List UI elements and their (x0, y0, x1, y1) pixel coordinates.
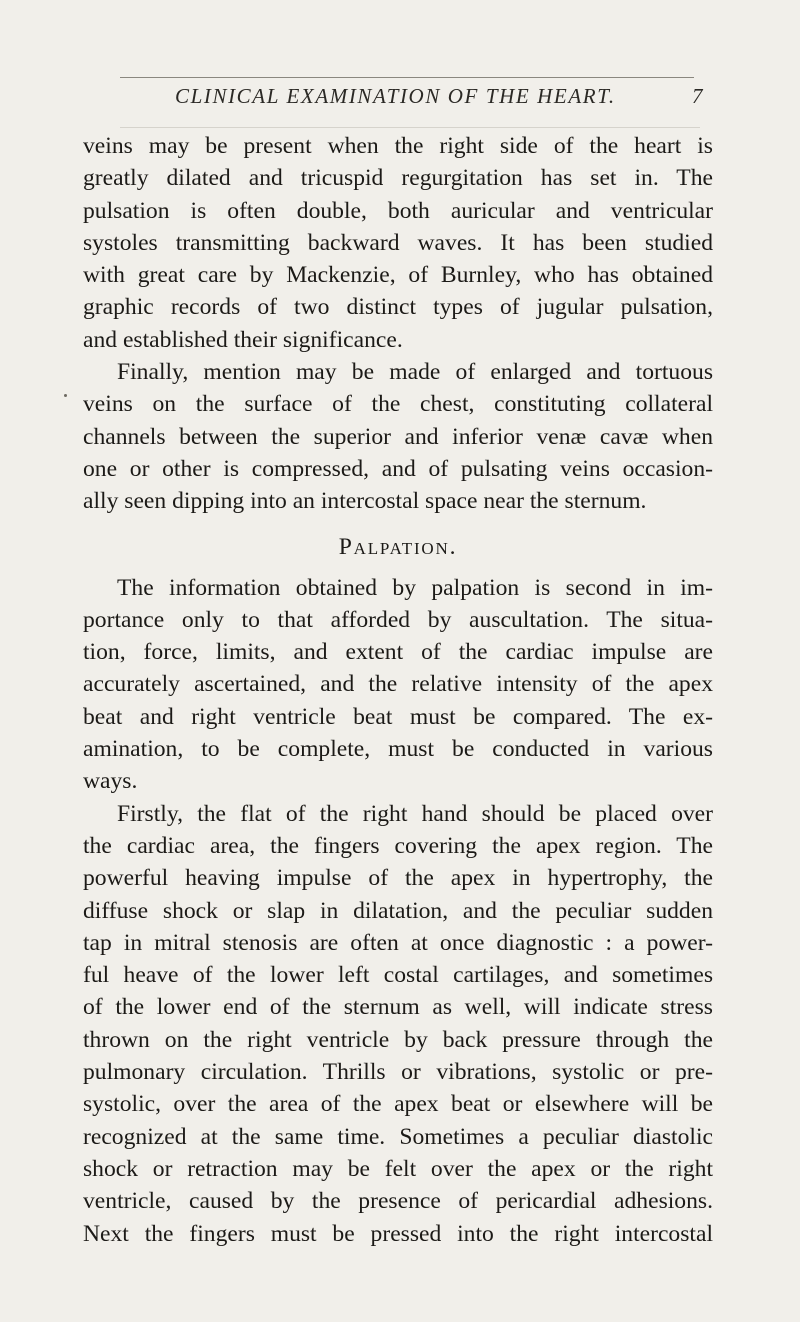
running-title: CLINICAL EXAMINATION OF THE HEART. (175, 84, 616, 108)
text-line: graphic records of two distinct types of jugular pulsation, (83, 294, 713, 321)
text-line: tion, force, limits, and extent of the cardiac impulse are (83, 639, 713, 666)
text-line: with great care by Mackenzie, of Burnley, who has obtained (83, 262, 713, 289)
text-line: ventricle, caused by the presence of pericardial adhesions. (83, 1188, 713, 1215)
text-line: recognized at the same time. Sometimes a peculiar diastolic (83, 1123, 713, 1150)
text-line: and established their significance. (83, 326, 403, 353)
page-number: 7 (692, 84, 703, 108)
text-line: Firstly, the flat of the right hand should be placed over (117, 800, 713, 827)
text-line: of the lower end of the sternum as well, will indicate stress (83, 994, 713, 1021)
text-line: powerful heaving impulse of the apex in hypertrophy, the (83, 865, 713, 892)
section-heading-palpation: Palpation. (338, 533, 458, 560)
running-header (0, 84, 800, 114)
text-line: amination, to be complete, must be conducted in various (83, 736, 713, 763)
paragraph-jugular-veins (83, 130, 713, 356)
text-line: greatly dilated and tricuspid regurgitation has set in. The (83, 165, 713, 192)
text-line: systolic, over the area of the apex beat or elsewhere will be (83, 1091, 713, 1118)
text-line: systoles transmitting backward waves. It has been studied (83, 229, 713, 256)
text-line: The information obtained by palpation is second in im- (117, 574, 713, 601)
text-line: one or other is compressed, and of pulsating veins occasion- (83, 455, 713, 482)
paragraph-firstly (83, 798, 713, 1250)
text-line: ways. (83, 768, 138, 795)
text-line: beat and right ventricle beat must be compared. The ex- (83, 703, 713, 730)
text-line: diffuse shock or slap in dilatation, and the peculiar sudden (83, 897, 713, 924)
paragraph-tortuous-veins (83, 356, 713, 517)
text-line: veins on the surface of the chest, constituting collateral (83, 391, 713, 418)
header-rule (120, 77, 694, 78)
text-line: pulmonary circulation. Thrills or vibrations, systolic or pre- (83, 1059, 713, 1086)
text-line: portance only to that afforded by auscultation. The situa- (83, 606, 713, 633)
header-underline (120, 127, 700, 128)
text-line: the cardiac area, the fingers covering the apex region. The (83, 832, 713, 859)
print-speck (64, 394, 67, 397)
body-text (83, 130, 713, 1250)
text-line: thrown on the right ventricle by back pressure through the (83, 1026, 713, 1053)
text-line: Finally, mention may be made of enlarged and tortuous (117, 359, 713, 386)
text-line: ful heave of the lower left costal cartilages, and sometimes (83, 962, 713, 989)
paragraph-palpation-intro (83, 572, 713, 798)
text-line: ally seen dipping into an intercostal space near the sternum. (83, 488, 647, 515)
text-line: Next the fingers must be pressed into the right intercostal (83, 1220, 713, 1247)
text-line: channels between the superior and inferior venæ cavæ when (83, 423, 713, 450)
text-line: shock or retraction may be felt over the apex or the right (83, 1155, 713, 1182)
text-line: pulsation is often double, both auricular and ventricular (83, 197, 713, 224)
text-line: accurately ascertained, and the relative intensity of the apex (83, 671, 713, 698)
text-line: tap in mitral stenosis are often at once diagnostic : a power- (83, 929, 713, 956)
text-line: veins may be present when the right side of the heart is (83, 133, 713, 159)
